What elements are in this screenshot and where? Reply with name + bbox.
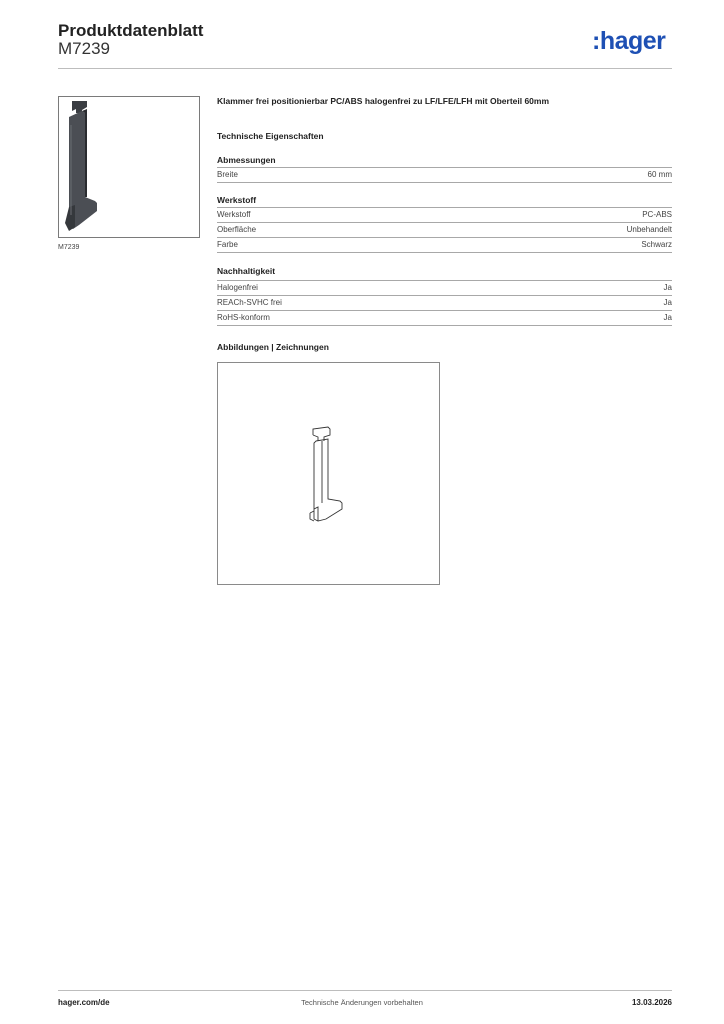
table-row	[217, 281, 672, 296]
table-row	[217, 311, 672, 326]
row-label: REACh-SVHC frei	[217, 298, 282, 307]
article-number: M7239	[58, 39, 110, 58]
table-row	[217, 208, 672, 223]
section-title: Abmessungen	[217, 155, 672, 168]
section-dimensions	[217, 155, 672, 183]
row-label: Werkstoff	[217, 210, 251, 219]
footer-date: 13.03.2026	[631, 998, 672, 1007]
row-label: Oberfläche	[217, 225, 257, 234]
row-label: Breite	[217, 170, 238, 179]
section-title: Werkstoff	[217, 195, 672, 208]
row-value: Ja	[663, 283, 672, 292]
row-label: RoHS-konform	[217, 313, 270, 322]
tech-properties-heading: Technische Eigenschaften	[217, 131, 324, 141]
technical-drawing	[217, 362, 440, 585]
footer-notice: Technische Änderungen vorbehalten	[301, 998, 423, 1007]
table-row	[217, 223, 672, 238]
row-label: Farbe	[217, 240, 238, 249]
table-row	[217, 238, 672, 253]
row-label: Halogenfrei	[217, 283, 258, 292]
footer-divider	[58, 990, 672, 991]
section-title: Nachhaltigkeit	[217, 266, 672, 281]
image-caption: M7239	[58, 244, 80, 251]
page-title: Produktdatenblatt	[58, 21, 204, 40]
clip-line-drawing	[218, 363, 439, 584]
table-row	[217, 168, 672, 183]
clip-product-photo	[59, 97, 199, 237]
hager-logo: :hager	[592, 27, 666, 55]
row-value: 60 mm	[647, 170, 672, 179]
row-value: Schwarz	[641, 240, 672, 249]
row-value: PC-ABS	[642, 210, 672, 219]
header-divider	[58, 68, 672, 69]
row-value: Unbehandelt	[626, 225, 672, 234]
section-sustainability	[217, 266, 672, 326]
footer-website-link[interactable]: hager.com/de	[58, 998, 110, 1007]
section-material	[217, 195, 672, 253]
product-description: Klammer frei positionierbar PC/ABS halogenfrei zu LF/LFE/LFH mit Oberteil 60mm	[217, 96, 550, 106]
table-row	[217, 296, 672, 311]
product-details	[217, 94, 672, 326]
product-image	[58, 96, 200, 238]
drawings-heading: Abbildungen | Zeichnungen	[217, 342, 329, 352]
row-value: Ja	[663, 313, 672, 322]
row-value: Ja	[663, 298, 672, 307]
